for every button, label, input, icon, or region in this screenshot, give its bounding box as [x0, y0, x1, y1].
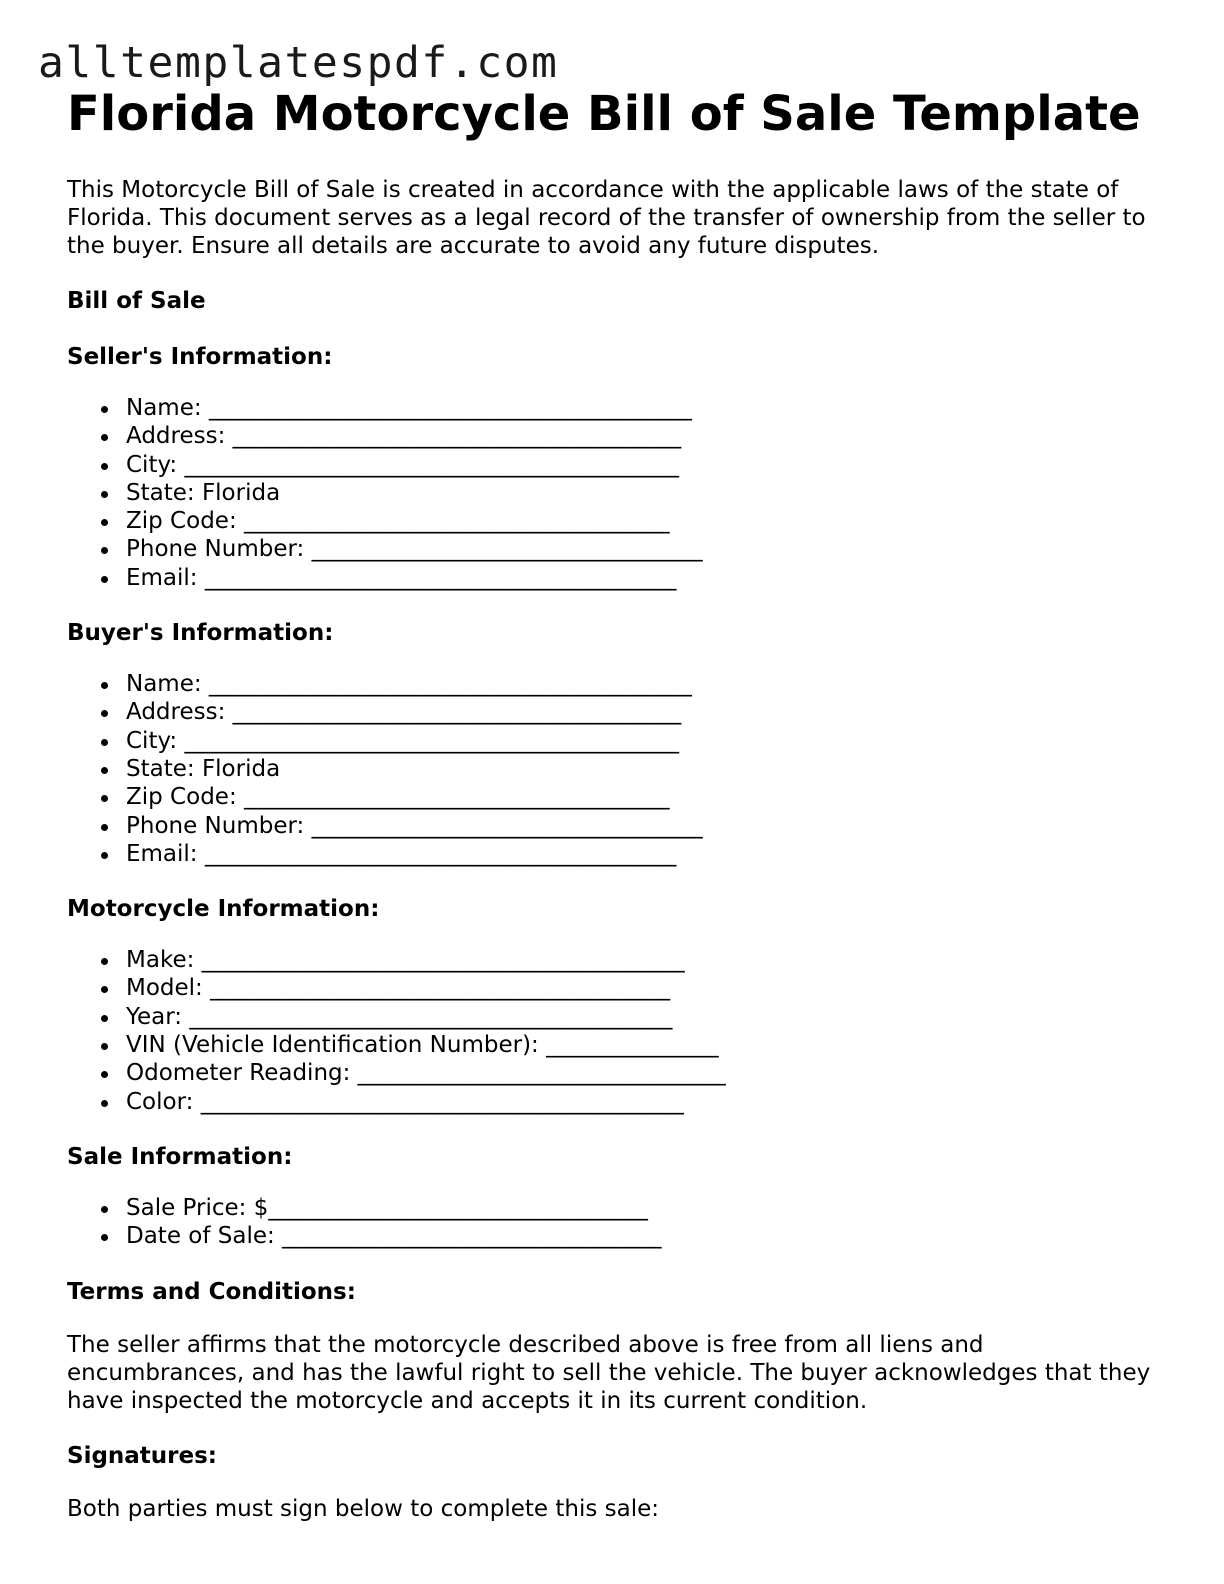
watermark-site-name: alltemplatespdf.com [38, 38, 559, 88]
terms-paragraph: The seller affirms that the motorcycle described above is free from all liens and encumbrances, and has the lawful right to sell the vehicle. The buyer acknowledges that they have inspected the motorcycle and accepts it in its current condition. [67, 1331, 1151, 1414]
signatures-section-heading: Signatures: [67, 1442, 218, 1469]
seller-city-field[interactable]: City: ___________________________________________ [126, 451, 1167, 479]
page-title: Florida Motorcycle Bill of Sale Template [67, 86, 1141, 142]
motorcycle-field-list [67, 946, 1167, 1116]
seller-section-heading: Seller's Information: [67, 344, 333, 370]
motorcycle-odometer-field[interactable]: Odometer Reading: ________________________________ [126, 1059, 1167, 1087]
seller-state-field: State: Florida [126, 479, 1167, 507]
buyer-phone-field[interactable]: Phone Number: __________________________________ [126, 812, 1167, 840]
seller-phone-field[interactable]: Phone Number: __________________________________ [126, 535, 1167, 563]
buyer-address-field[interactable]: Address: _______________________________________ [126, 698, 1167, 726]
buyer-city-field[interactable]: City: ___________________________________________ [126, 727, 1167, 755]
buyer-name-field[interactable]: Name: __________________________________________ [126, 670, 1167, 698]
sale-section-heading: Sale Information: [67, 1143, 293, 1170]
terms-section-heading: Terms and Conditions: [67, 1278, 356, 1305]
motorcycle-color-field[interactable]: Color: __________________________________________ [126, 1088, 1167, 1116]
sale-date-field[interactable]: Date of Sale: _________________________________ [126, 1222, 1167, 1250]
intro-paragraph: This Motorcycle Bill of Sale is created in accordance with the applicable laws of the state of Florida. This document serves as a legal record of the transfer of ownership from the seller to the buyer. Ensure all details are accurate to avoid any future disputes. [67, 177, 1146, 259]
seller-field-list [67, 394, 1167, 592]
buyer-email-field[interactable]: Email: _________________________________________ [126, 840, 1167, 868]
buyer-zip-field[interactable]: Zip Code: _____________________________________ [126, 783, 1167, 811]
motorcycle-year-field[interactable]: Year: __________________________________________ [126, 1003, 1167, 1031]
seller-name-field[interactable]: Name: __________________________________________ [126, 394, 1167, 422]
sale-field-list [67, 1194, 1167, 1251]
motorcycle-make-field[interactable]: Make: __________________________________________ [126, 946, 1167, 974]
motorcycle-section-heading: Motorcycle Information: [67, 896, 380, 923]
signatures-instruction: Both parties must sign below to complete this sale: [67, 1495, 660, 1522]
buyer-field-list [67, 670, 1167, 868]
bill-of-sale-heading: Bill of Sale [67, 288, 206, 314]
motorcycle-model-field[interactable]: Model: ________________________________________ [126, 974, 1167, 1002]
seller-email-field[interactable]: Email: _________________________________________ [126, 564, 1167, 592]
buyer-section-heading: Buyer's Information: [67, 620, 334, 647]
seller-address-field[interactable]: Address: _______________________________________ [126, 422, 1167, 450]
buyer-state-field: State: Florida [126, 755, 1167, 783]
document-body [67, 84, 1167, 1523]
motorcycle-vin-field[interactable]: VIN (Vehicle Identification Number): _______________ [126, 1031, 1167, 1059]
seller-zip-field[interactable]: Zip Code: _____________________________________ [126, 507, 1167, 535]
sale-price-field[interactable]: Sale Price: $_________________________________ [126, 1194, 1167, 1222]
